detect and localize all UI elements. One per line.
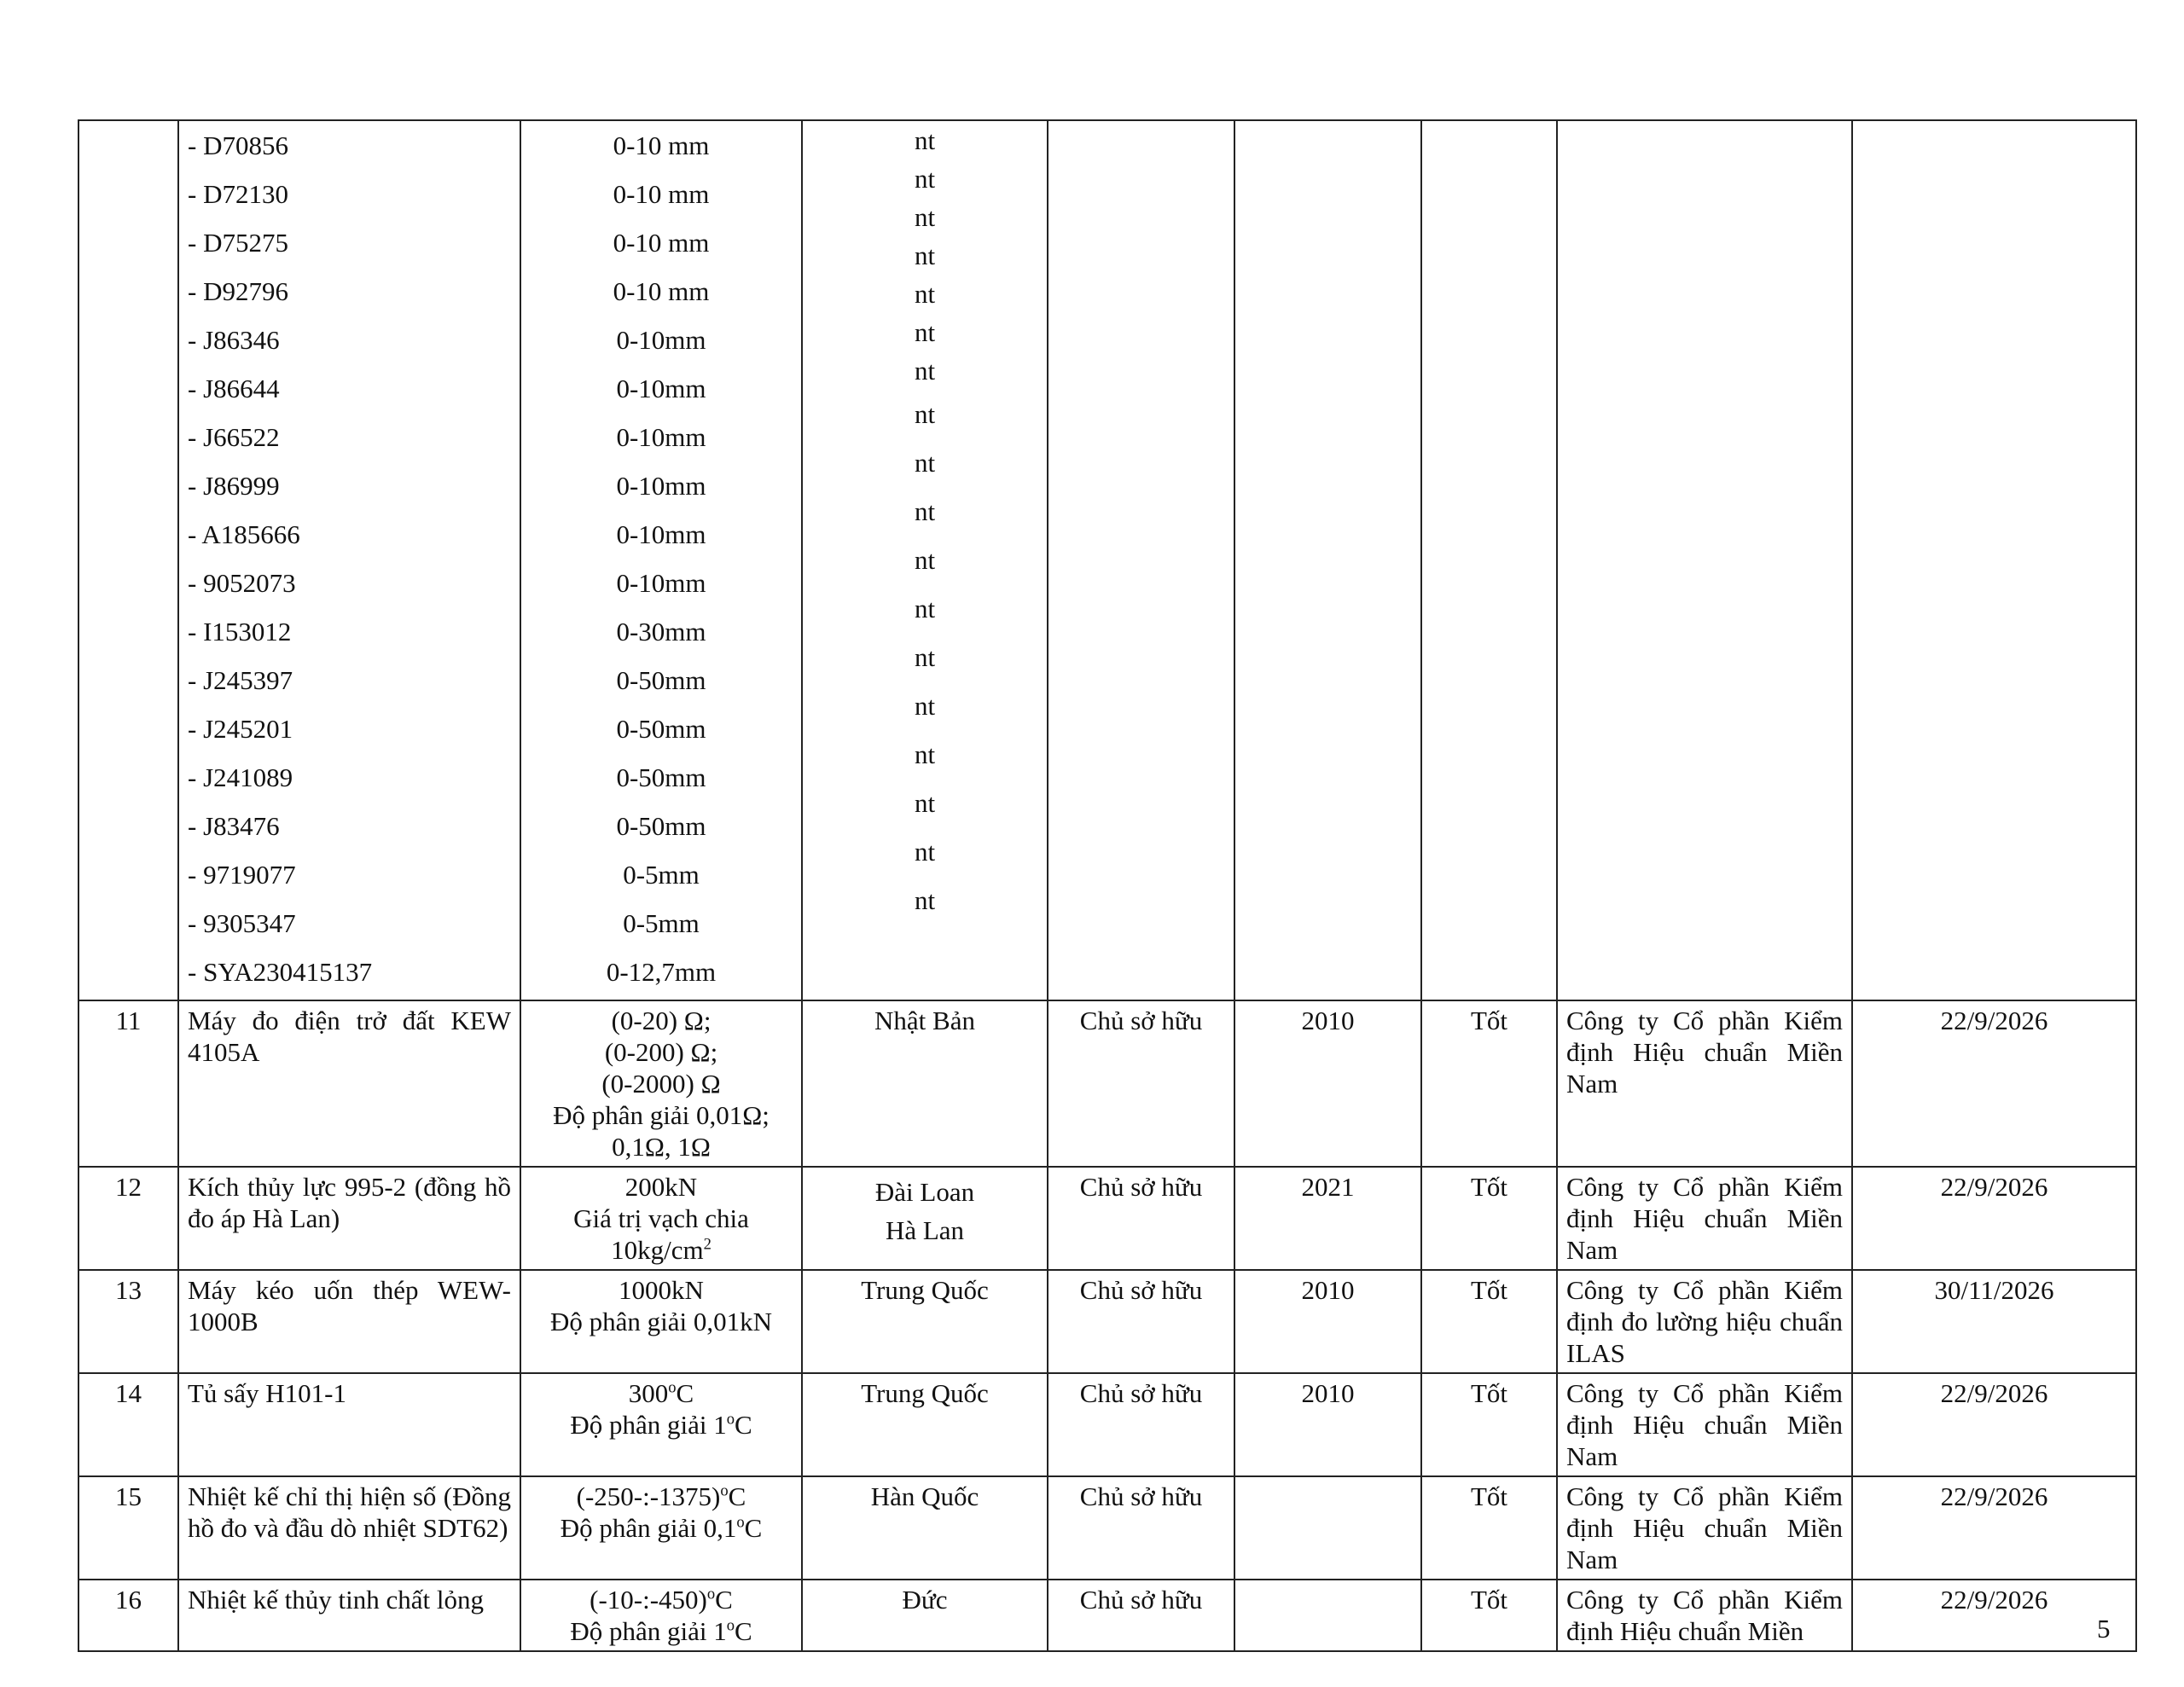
- spec-line: [530, 1584, 793, 1615]
- status-cell: Tốt: [1421, 1373, 1557, 1476]
- list-item-range: 0-12,7mm: [606, 957, 717, 987]
- spec-line: [530, 1409, 793, 1441]
- list-item-code: - J245201: [188, 714, 293, 744]
- list-item-code: - D72130: [188, 179, 288, 209]
- origin-line: Đức: [902, 1585, 948, 1615]
- list-item-code: - SYA230415137: [188, 957, 373, 987]
- list-item-origin: nt: [914, 837, 936, 867]
- list-item-code: - J86999: [188, 471, 280, 501]
- expiry-cell: 22/9/2026: [1852, 1000, 2136, 1167]
- list-item-origin: nt: [914, 642, 936, 672]
- expiry-cell: [1852, 120, 2136, 1000]
- status-cell: Tốt: [1421, 1580, 1557, 1651]
- row-number: 14: [78, 1373, 178, 1476]
- list-item-code: - 9305347: [188, 908, 296, 938]
- page-number: 5: [2097, 1614, 2111, 1644]
- ownership-cell: Chủ sở hữu: [1048, 1270, 1234, 1373]
- list-item-code: - J83476: [188, 811, 280, 841]
- origin-cell: [802, 1000, 1048, 1167]
- spec-unit: C: [728, 1481, 746, 1511]
- spec-value: Độ phân giải 0,1: [560, 1513, 737, 1543]
- spec-value: (-250-:-1375): [576, 1481, 721, 1511]
- table-row: [78, 1167, 2136, 1270]
- list-item-origin: nt: [914, 545, 936, 575]
- status-cell: Tốt: [1421, 1476, 1557, 1580]
- ownership-cell: Chủ sở hữu: [1048, 1476, 1234, 1580]
- equipment-name: Nhiệt kế chỉ thị hiện số (Đồng hồ đo và đầu dò nhiệt SDT62): [178, 1476, 520, 1580]
- list-item-range: 0-50mm: [616, 762, 706, 792]
- list-item-code: - J245397: [188, 665, 293, 695]
- equipment-name: Nhiệt kế thủy tinh chất lỏng: [178, 1580, 520, 1651]
- ownership-cell: Chủ sở hữu: [1048, 1373, 1234, 1476]
- list-item-origin: nt: [914, 164, 936, 194]
- status-cell: Tốt: [1421, 1167, 1557, 1270]
- spec-cell: [520, 1476, 802, 1580]
- degree-sup: o: [720, 1481, 729, 1500]
- equipment-name: Máy đo điện trở đất KEW 4105A: [178, 1000, 520, 1167]
- origin-cell: [802, 1167, 1048, 1270]
- spec-line: (0-20) Ω;: [611, 1006, 712, 1035]
- spec-unit: [530, 1234, 793, 1266]
- expiry-cell: 22/9/2026: [1852, 1167, 2136, 1270]
- calibrator-cell: Công ty Cổ phần Kiểm định đo lường hiệu chuẩn ILAS: [1557, 1270, 1852, 1373]
- equipment-name: Máy kéo uốn thép WEW-1000B: [178, 1270, 520, 1373]
- list-item-range: 0-10mm: [616, 519, 706, 549]
- origin-line: Hàn Quốc: [870, 1481, 979, 1511]
- equipment-name: Tủ sấy H101-1: [178, 1373, 520, 1476]
- list-item-code: - A185666: [188, 519, 300, 549]
- spec-unit: C: [676, 1378, 694, 1408]
- no-cell: [78, 120, 178, 1000]
- ownership-cell: Chủ sở hữu: [1048, 1580, 1234, 1651]
- spec-value: 300: [628, 1378, 669, 1408]
- list-item-range: 0-10 mm: [613, 228, 710, 258]
- list-item-origin: nt: [914, 356, 936, 386]
- range-list-cell: [520, 120, 802, 1000]
- table-row: [78, 1476, 2136, 1580]
- year-cell: [1234, 120, 1421, 1000]
- list-item-code: - I153012: [188, 617, 292, 646]
- degree-sup: o: [736, 1513, 745, 1532]
- list-item-code: - J86346: [188, 325, 280, 355]
- list-item-code: - 9719077: [188, 860, 296, 890]
- calibrator-cell: [1557, 120, 1852, 1000]
- spec-unit-value: 10kg/cm: [611, 1235, 704, 1265]
- spec-cell: [520, 1167, 802, 1270]
- degree-sup: o: [726, 1410, 735, 1429]
- list-item-code: - J241089: [188, 762, 293, 792]
- origin-line: Nhật Bản: [874, 1006, 975, 1035]
- spec-value: Độ phân giải 1: [570, 1410, 727, 1440]
- spec-line: Độ phân giải 0,01kN: [549, 1307, 773, 1336]
- table-row: [78, 1000, 2136, 1167]
- spec-unit: C: [715, 1585, 733, 1615]
- row-number: 15: [78, 1476, 178, 1580]
- ownership-cell: [1048, 120, 1234, 1000]
- list-item-origin: nt: [914, 317, 936, 347]
- expiry-cell: 22/9/2026: [1852, 1476, 2136, 1580]
- equipment-table: [78, 119, 2137, 1652]
- calibrator-cell: Công ty Cổ phần Kiểm định Hiệu chuẩn Miền Nam: [1557, 1373, 1852, 1476]
- list-item-range: 0-10 mm: [613, 276, 710, 306]
- list-item-code: - D70856: [188, 130, 288, 160]
- list-item-origin: nt: [914, 279, 936, 309]
- list-item-origin: nt: [914, 739, 936, 769]
- list-item-code: - D75275: [188, 228, 288, 258]
- list-item-range: 0-10mm: [616, 471, 706, 501]
- spec-line: 200kN: [624, 1172, 698, 1202]
- year-cell: 2010: [1234, 1000, 1421, 1167]
- list-item-range: 0-10mm: [616, 568, 706, 598]
- degree-sup: o: [706, 1585, 716, 1603]
- spec-value: Độ phân giải 1: [570, 1616, 727, 1646]
- spec-cell: [520, 1373, 802, 1476]
- table-row: [78, 1373, 2136, 1476]
- list-item-range: 0-5mm: [623, 860, 700, 890]
- row-number: 16: [78, 1580, 178, 1651]
- status-cell: Tốt: [1421, 1270, 1557, 1373]
- spec-unit: C: [735, 1410, 752, 1440]
- expiry-cell: 22/9/2026: [1852, 1373, 2136, 1476]
- spec-cell: [520, 1270, 802, 1373]
- list-item-code: - D92796: [188, 276, 288, 306]
- calibrator-cell: Công ty Cổ phần Kiểm định Hiệu chuẩn Miền Nam: [1557, 1476, 1852, 1580]
- list-item-code: - J66522: [188, 422, 280, 452]
- year-cell: [1234, 1580, 1421, 1651]
- spec-value: (-10-:-450): [590, 1585, 707, 1615]
- spec-cell: [520, 1000, 802, 1167]
- row-number: 11: [78, 1000, 178, 1167]
- spec-line: [530, 1481, 793, 1512]
- list-item-origin: nt: [914, 594, 936, 623]
- origin-cell: [802, 1270, 1048, 1373]
- table-row-continuation: [78, 120, 2136, 1000]
- spec-line: (0-200) Ω;: [604, 1037, 718, 1067]
- origin-line: Đài Loan: [874, 1177, 975, 1207]
- year-cell: 2021: [1234, 1167, 1421, 1270]
- list-item-range: 0-10mm: [616, 422, 706, 452]
- list-item-range: 0-30mm: [616, 617, 706, 646]
- spec-line: 0,1Ω, 1Ω: [612, 1132, 711, 1162]
- spec-line: 1000kN: [619, 1275, 704, 1305]
- list-item-origin: nt: [914, 202, 936, 232]
- spec-unit-sup: 2: [703, 1235, 712, 1254]
- list-item-code: - J86644: [188, 374, 280, 403]
- table-row: [78, 1580, 2136, 1651]
- origin-list-cell: [802, 120, 1048, 1000]
- spec-line: (0-2000) Ω: [601, 1069, 721, 1099]
- code-list-cell: [178, 120, 520, 1000]
- list-item-origin: nt: [914, 496, 936, 526]
- list-item-range: 0-10 mm: [613, 179, 710, 209]
- list-item-range: 0-50mm: [616, 811, 706, 841]
- year-cell: 2010: [1234, 1270, 1421, 1373]
- list-item-origin: nt: [914, 125, 936, 155]
- list-item-origin: nt: [914, 448, 936, 478]
- calibrator-cell: Công ty Cổ phần Kiểm định Hiệu chuẩn Miền Nam: [1557, 1000, 1852, 1167]
- degree-sup: o: [668, 1378, 677, 1397]
- spec-line: [530, 1615, 793, 1647]
- spec-line: [530, 1512, 793, 1544]
- list-item-range: 0-10 mm: [613, 130, 710, 160]
- calibrator-cell: Công ty Cổ phần Kiểm định Hiệu chuẩn Miền Nam: [1557, 1167, 1852, 1270]
- calibrator-cell: Công ty Cổ phần Kiểm định Hiệu chuẩn Miền: [1557, 1580, 1852, 1651]
- year-cell: 2010: [1234, 1373, 1421, 1476]
- expiry-cell: 30/11/2026: [1852, 1270, 2136, 1373]
- origin-line: Hà Lan: [885, 1215, 965, 1245]
- list-item-origin: nt: [914, 691, 936, 721]
- row-number: 13: [78, 1270, 178, 1373]
- origin-cell: [802, 1580, 1048, 1651]
- spec-unit: C: [744, 1513, 763, 1543]
- spec-line: Độ phân giải 0,01Ω;: [553, 1100, 770, 1130]
- degree-sup: o: [726, 1616, 735, 1635]
- list-item-origin: nt: [914, 885, 936, 915]
- list-item-code: - 9052073: [188, 568, 296, 598]
- ownership-cell: Chủ sở hữu: [1048, 1167, 1234, 1270]
- origin-line: Trung Quốc: [861, 1275, 989, 1305]
- list-item-origin: nt: [914, 241, 936, 270]
- expiry-cell: 22/9/2026: [1852, 1580, 2136, 1651]
- origin-line: Trung Quốc: [861, 1378, 989, 1408]
- equipment-name: Kích thủy lực 995-2 (đồng hồ đo áp Hà Lan): [178, 1167, 520, 1270]
- list-item-range: 0-50mm: [616, 665, 706, 695]
- ownership-cell: Chủ sở hữu: [1048, 1000, 1234, 1167]
- spec-line: Giá trị vạch chia: [573, 1203, 749, 1233]
- origin-cell: [802, 1373, 1048, 1476]
- spec-unit: C: [735, 1616, 752, 1646]
- spec-line: [530, 1377, 793, 1409]
- list-item-range: 0-10mm: [616, 325, 706, 355]
- status-cell: Tốt: [1421, 1000, 1557, 1167]
- list-item-range: 0-10mm: [616, 374, 706, 403]
- list-item-range: 0-5mm: [623, 908, 700, 938]
- list-item-range: 0-50mm: [616, 714, 706, 744]
- row-number: 12: [78, 1167, 178, 1270]
- spec-cell: [520, 1580, 802, 1651]
- list-item-origin: nt: [914, 788, 936, 818]
- table-row: [78, 1270, 2136, 1373]
- origin-cell: [802, 1476, 1048, 1580]
- list-item-origin: nt: [914, 399, 936, 429]
- status-cell: [1421, 120, 1557, 1000]
- year-cell: [1234, 1476, 1421, 1580]
